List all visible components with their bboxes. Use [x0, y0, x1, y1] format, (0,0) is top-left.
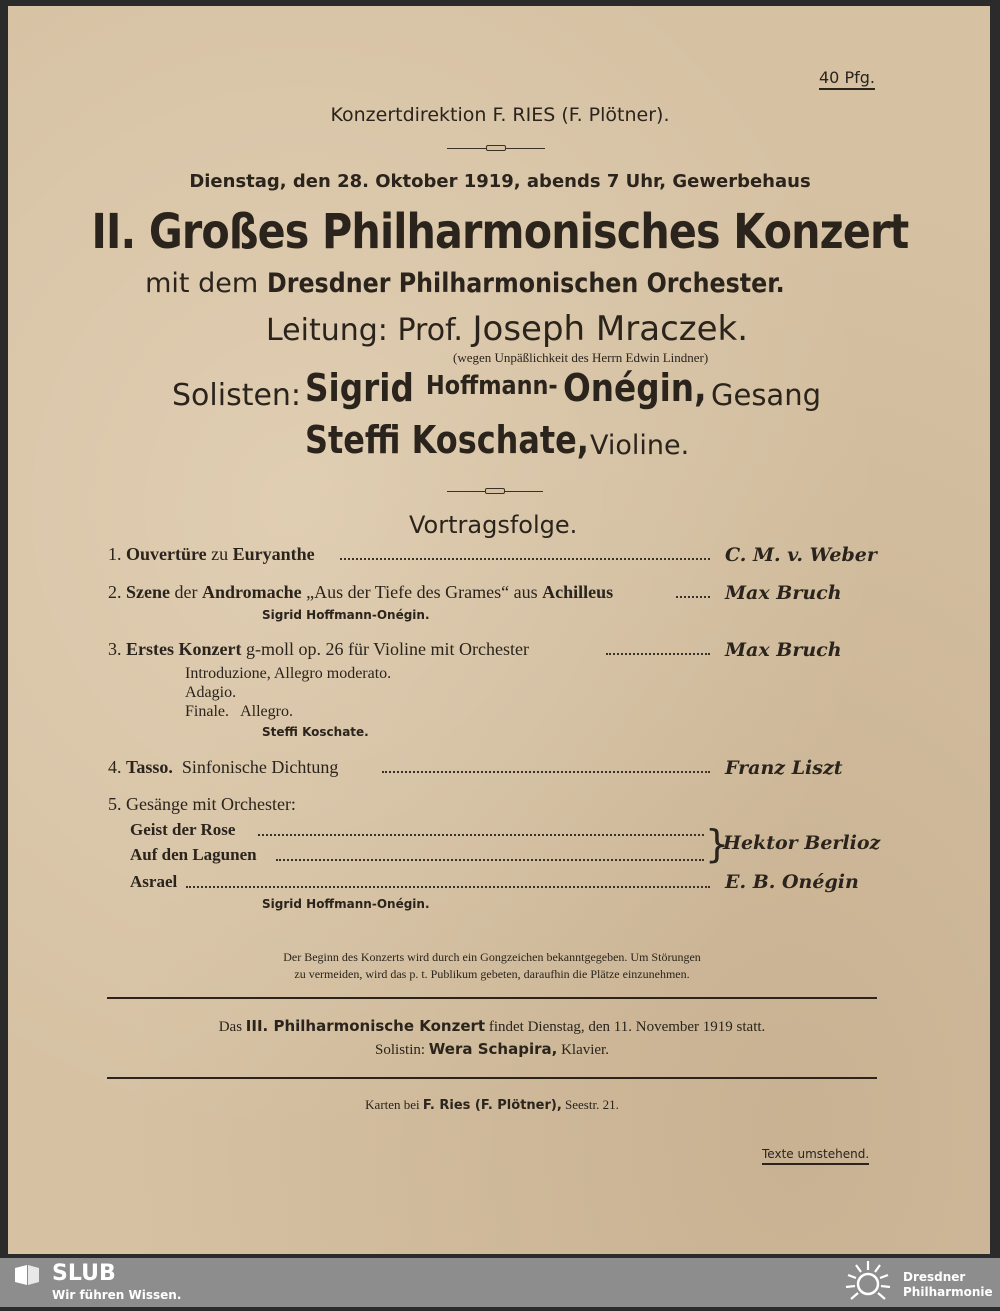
slub-name: SLUB — [52, 1261, 116, 1286]
item-2-leader — [676, 594, 710, 598]
conductor-line — [266, 309, 748, 349]
tickets-pre: Karten bei — [365, 1097, 420, 1112]
soloists-label: Solisten: — [172, 378, 302, 413]
soloist-1 — [305, 366, 432, 410]
next-pre: Das — [218, 1019, 243, 1035]
dresdner-philharmonie-logo-icon — [842, 1259, 894, 1307]
item-2-number: 2. — [108, 582, 122, 602]
item-2-composer: Max Bruch — [725, 582, 842, 604]
item-5-song-2: Auf den Lagunen — [130, 845, 257, 864]
soloist-1-last — [426, 371, 579, 401]
item-3-movement-3: Finale. Allegro. — [185, 703, 293, 720]
item-3-movement-1: Introduzione, Allegro moderato. — [185, 665, 392, 682]
next-concert-line — [0, 1017, 992, 1036]
item-3-composer: Max Bruch — [725, 639, 842, 661]
slub-tagline: Wir führen Wissen. — [52, 1288, 182, 1302]
item-2-szene: Szene — [126, 582, 170, 602]
dp-line-1: Dresdner — [903, 1270, 966, 1284]
concert-title — [0, 204, 1000, 266]
item-5-title: Gesänge mit Orchester: — [126, 794, 296, 814]
soloist-2-name: Steffi Koschate, — [305, 418, 589, 462]
program-item-4 — [108, 757, 338, 778]
item-2-achilleus: Achilleus — [542, 582, 614, 602]
tickets-line — [0, 1097, 992, 1113]
concert-program-page — [8, 6, 990, 1254]
orchestra-line — [0, 268, 1000, 299]
item-1-opera: Euryanthe — [232, 544, 315, 564]
item-5-soloist: Sigrid Hoffmann-Onégin. — [262, 897, 430, 911]
conductor-note: (wegen Unpäßlichkeit des Herrn Edwin Lindner) — [453, 350, 709, 365]
item-4-desc: Sinfonische Dichtung — [181, 757, 339, 777]
item-4-number: 4. — [108, 757, 122, 777]
item-3-work: Erstes Konzert — [126, 639, 242, 659]
soloist-1-first: Sigrid — [305, 366, 414, 410]
conductor-name: Joseph Mraczek. — [472, 309, 749, 349]
dp-line-2: Philharmonie — [903, 1285, 993, 1299]
soloist-1-role: Gesang — [711, 378, 821, 412]
item-5-brace: } — [705, 822, 730, 866]
orchestra-pre: mit dem — [145, 268, 259, 299]
item-5-song-1: Geist der Rose — [130, 820, 236, 839]
item-2-quote: „Aus der Tiefe des Grames“ aus — [306, 582, 538, 602]
program-item-5 — [108, 794, 296, 815]
item-5-song-3-leader — [186, 884, 710, 888]
ornament-divider-top-center — [486, 145, 506, 151]
concert-title-text: II. Großes Philharmonisches Konzert — [91, 204, 909, 260]
item-3-leader — [606, 651, 710, 655]
next-sol-label: Solistin: — [375, 1042, 426, 1058]
orchestra-name: Dresdner Philharmonischen Orchester. — [266, 268, 785, 299]
date-line: Dienstag, den 28. Oktober 1919, abends 7 Uhr, Gewerbehaus — [189, 171, 811, 192]
item-2-soloist: Sigrid Hoffmann-Onégin. — [262, 608, 430, 622]
program-item-1 — [108, 544, 315, 565]
next-post: findet Dienstag, den 11. November 1919 statt. — [488, 1019, 766, 1035]
tickets-post: Seestr. 21. — [565, 1097, 619, 1112]
item-2-der: der — [174, 582, 198, 602]
item-1-zu: zu — [211, 544, 229, 564]
next-sol-name: Wera Schapira, — [428, 1040, 558, 1058]
rule-1 — [107, 997, 877, 999]
next-soloist-line — [0, 1040, 992, 1059]
next-name: III. Philharmonische Konzert — [245, 1017, 486, 1035]
item-3-desc: g-moll op. 26 für Violine mit Orchester — [245, 639, 530, 659]
item-5-composer-berlioz: Hektor Berlioz — [723, 832, 881, 854]
conductor-pre: Leitung: Prof. — [266, 313, 463, 348]
price-label: 40 Pfg. — [819, 68, 875, 90]
item-5-song-2-leader — [276, 857, 704, 861]
item-5-number: 5. — [108, 794, 122, 814]
item-4-composer: Franz Liszt — [725, 757, 843, 779]
tickets-name: F. Ries (F. Plötner), — [422, 1098, 562, 1113]
rule-2 — [107, 1077, 877, 1079]
next-sol-role: Klavier. — [561, 1042, 609, 1058]
item-5-composer-onegin: E. B. Onégin — [725, 871, 859, 893]
texts-overleaf: Texte umstehend. — [762, 1147, 869, 1165]
soloist-1-last-b: Onégin, — [563, 366, 707, 410]
item-1-leader — [340, 556, 710, 560]
item-5-song-1-leader — [258, 832, 704, 836]
item-1-composer: C. M. v. Weber — [725, 544, 877, 566]
item-3-movement-2: Adagio. — [185, 684, 237, 701]
concert-direction: Konzertdirektion F. RIES (F. Plötner). — [330, 104, 670, 126]
notice-line-2: zu vermeiden, wird das p. t. Publikum gebeten, daraufhin die Plätze einzunehmen. — [294, 967, 690, 981]
footer-bar — [0, 1258, 1000, 1307]
soloist-2-role: Violine. — [590, 430, 690, 461]
notice-line-1: Der Beginn des Konzerts wird durch ein Gongzeichen bekanntgegeben. Um Störungen — [283, 950, 701, 964]
program-heading: Vortragsfolge. — [409, 511, 578, 539]
program-item-3 — [108, 639, 529, 660]
program-item-2 — [108, 582, 613, 603]
item-5-song-3: Asrael — [130, 872, 178, 891]
item-4-work: Tasso. — [126, 757, 173, 777]
item-3-number: 3. — [108, 639, 122, 659]
slub-logo-icon — [14, 1264, 40, 1286]
soloist-1-last-b-wrap — [563, 366, 730, 410]
item-3-soloist: Steffi Koschate. — [262, 725, 369, 739]
item-1-number: 1. — [108, 544, 122, 564]
item-4-leader — [382, 769, 710, 773]
soloist-1-last-a: Hoffmann- — [426, 371, 558, 401]
ornament-divider-mid-center — [485, 488, 505, 494]
item-2-andromache: Andromache — [201, 582, 302, 602]
item-1-work: Ouvertüre — [126, 544, 207, 564]
